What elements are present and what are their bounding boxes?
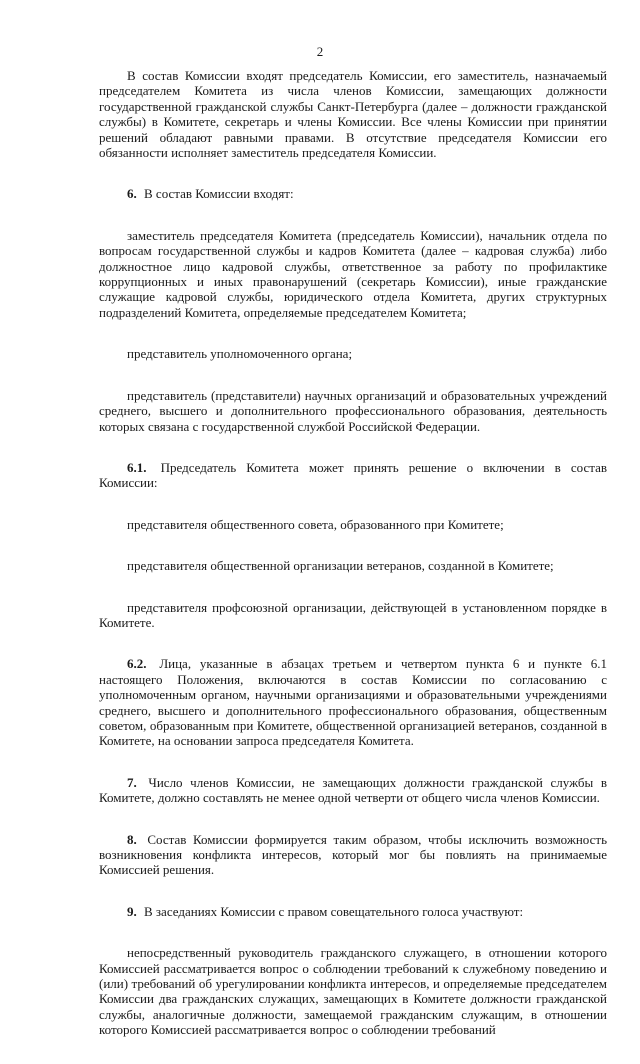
paragraph-number: 6.1. — [127, 459, 147, 475]
document-body — [99, 68, 607, 1064]
paragraph-number: 6.2. — [127, 656, 147, 672]
paragraph-text: представителя общественного совета, образованного при Комитете; — [127, 516, 504, 532]
paragraph-number: 7. — [127, 774, 137, 790]
paragraph-text: представителя общественной организации ветеранов, созданной в Комитете; — [127, 558, 554, 574]
paragraph-6-1-veterans — [99, 558, 607, 573]
paragraph-6-2 — [99, 656, 607, 748]
paragraph-number: 6. — [127, 186, 137, 202]
paragraph-6-1-public-council — [99, 517, 607, 532]
paragraph-7 — [99, 775, 607, 806]
paragraph-text: непосредственный руководитель гражданского служащего, в отношении которого Комиссией рассматривается вопрос о соблюдении требований к служебному поведению и (или) требований об урегулировании конфликта интересов, и определяемые председателем Комиссии два гражданских служащих, замещающих в Комитете должности гражданской службы, аналогичные должности, замещаемой гражданским служащим, в отношении которого Комиссией рассматривается вопрос о соблюдении требований — [99, 945, 607, 1038]
paragraph-text: Председатель Комитета может принять решение о включении в состав Комиссии: — [99, 459, 607, 491]
paragraph-text: В состав Комиссии входят председатель Комиссии, его заместитель, назначаемый председателем Комитета из числа членов Комиссии, замещающих должности государственной гражданской службы Санкт-Петербурга (далее – должности гражданской службы) в Комитете, секретарь и члены Комиссии. Все члены Комиссии при принятии решений обладают равными правами. В отсутствие председателя Комиссии его обязанности исполняет заместитель председателя Комиссии. — [99, 68, 607, 161]
paragraph-6-1 — [99, 460, 607, 491]
paragraph-9 — [99, 904, 607, 919]
paragraph-text: В состав Комиссии входят: — [144, 186, 294, 202]
paragraph-6-members — [99, 228, 607, 320]
paragraph-text: Число членов Комиссии, не замещающих должности гражданской службы в Комитете, должно составлять не менее одной четверти от общего числа членов Комиссии. — [99, 774, 608, 806]
paragraph-8 — [99, 832, 607, 878]
paragraph-6-authorized-body — [99, 346, 607, 361]
paragraph-text: Состав Комиссии формируется таким образом, чтобы исключить возможность возникновения конфликта интересов, который мог бы повлиять на принимаемые Комиссией решения. — [99, 831, 607, 878]
paragraph-text: В заседаниях Комиссии с правом совещательного голоса участвуют: — [144, 903, 524, 919]
paragraph-composition-intro — [99, 68, 607, 160]
paragraph-text: представитель уполномоченного органа; — [127, 346, 353, 362]
paragraph-number: 8. — [127, 831, 137, 847]
paragraph-text: представитель (представители) научных организаций и образовательных учреждений среднего, высшего и дополнительного профессионального образования, деятельность которых связана с государственной службой Российской Федерации. — [99, 387, 607, 434]
page-number: 2 — [316, 44, 324, 59]
paragraph-6 — [99, 186, 607, 201]
paragraph-6-scientific-orgs — [99, 388, 607, 434]
paragraph-9-participants — [99, 945, 607, 1037]
paragraph-6-1-trade-union — [99, 600, 607, 631]
paragraph-text: заместитель председателя Комитета (председатель Комиссии), начальник отдела по вопросам государственной службы и кадров Комитета (далее – кадровая служба) либо должностное лицо кадровой службы, ответственное за работу по профилактике коррупционных и иных правонарушений (секретарь Комиссии), иные гражданские служащие кадровой службы, юридического отдела Комитета, других структурных подразделений Комитета, определяемые председателем Комитета; — [99, 227, 607, 320]
paragraph-text: представителя профсоюзной организации, действующей в установленном порядке в Комитете. — [99, 599, 607, 630]
paragraph-text: Лица, указанные в абзацах третьем и четвертом пункта 6 и пункте 6.1 настоящего Положения, включаются в состав Комиссии по согласованию с уполномоченным органом, научными организациями и образовательными учреждениями среднего, высшего и дополнительного профессионального образования, общественным советом, образованным при Комитете, общественной организацией ветеранов, созданной в Комитете, на основании запроса председателя Комитета. — [99, 656, 607, 749]
paragraph-number: 9. — [127, 903, 137, 919]
